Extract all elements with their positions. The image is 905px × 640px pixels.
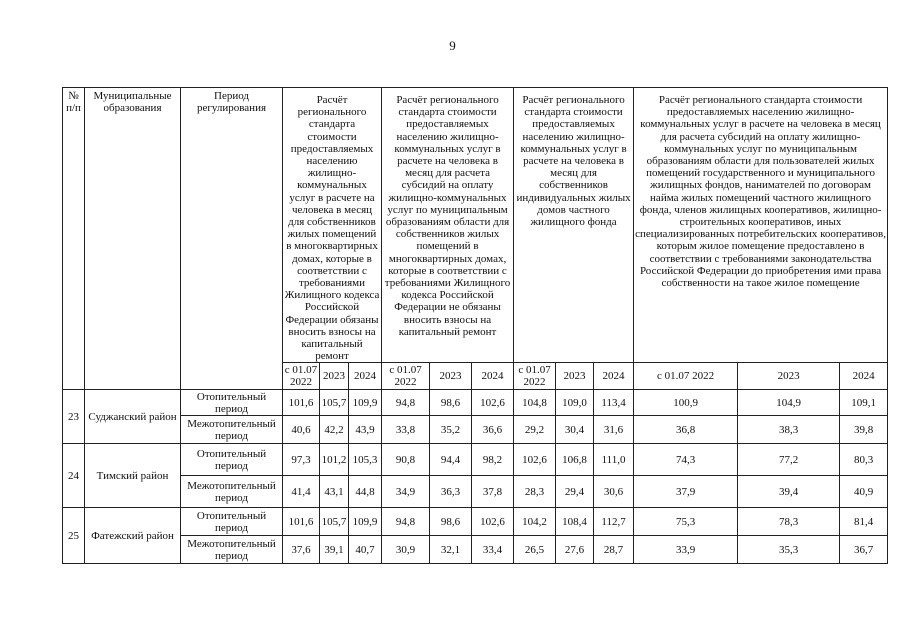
value-cell: 74,3 xyxy=(634,444,738,476)
value-cell: 30,4 xyxy=(556,416,594,444)
value-cell: 35,3 xyxy=(738,536,840,564)
year-header: 2023 xyxy=(430,363,472,390)
row-number: 25 xyxy=(63,508,85,564)
value-cell: 30,6 xyxy=(594,476,634,508)
period-label: Межотопительный период xyxy=(181,476,283,508)
value-cell: 32,1 xyxy=(430,536,472,564)
standards-table xyxy=(62,87,888,564)
period-label: Отопительный период xyxy=(181,508,283,536)
value-cell: 42,2 xyxy=(320,416,349,444)
value-cell: 36,7 xyxy=(840,536,888,564)
value-cell: 34,9 xyxy=(382,476,430,508)
value-cell: 38,3 xyxy=(738,416,840,444)
header-group-2: Расчёт регионального стандарта стоимости предоставляемых населению жилищно-коммунальных услуг в расчете на человека в месяц для расчета субсидий на оплату жилищно-коммунальных услуг по муниципальным образованиям области для собственников жилых помещений в многоквартирных домах, которые в соответствии с требованиями Жилищного кодекса Российской Федерации не обязаны вносить взносы на капитальный ремонт xyxy=(382,88,514,363)
value-cell: 97,3 xyxy=(283,444,320,476)
period-label: Отопительный период xyxy=(181,390,283,416)
value-cell: 102,6 xyxy=(472,508,514,536)
year-header: с 01.07 2022 xyxy=(283,363,320,390)
header-group-3: Расчёт регионального стандарта стоимости предоставляемых населению жилищно-коммунальных услуг в расчете на человека в месяц для собственников индивидуальных жилых домов частного жилищного фонда xyxy=(514,88,634,363)
value-cell: 112,7 xyxy=(594,508,634,536)
value-cell: 28,7 xyxy=(594,536,634,564)
value-cell: 40,9 xyxy=(840,476,888,508)
municipality-name: Тимский район xyxy=(85,444,181,508)
value-cell: 98,6 xyxy=(430,508,472,536)
row-number: 23 xyxy=(63,390,85,444)
value-cell: 77,2 xyxy=(738,444,840,476)
header-group-1: Расчёт регионального стандарта стоимости предоставляемых населению жилищно-коммунальных услуг в расчете на человека в месяц для собственников жилых помещений в многоквартирных домах, которые в соответствии с требованиями Жилищного кодекса Российской Федерации обязаны вносить взносы на капитальный ремонт xyxy=(283,88,382,363)
year-header: 2024 xyxy=(594,363,634,390)
value-cell: 90,8 xyxy=(382,444,430,476)
value-cell: 78,3 xyxy=(738,508,840,536)
value-cell: 105,7 xyxy=(320,390,349,416)
value-cell: 109,0 xyxy=(556,390,594,416)
year-header: с 01.07 2022 xyxy=(514,363,556,390)
row-number: 24 xyxy=(63,444,85,508)
value-cell: 35,2 xyxy=(430,416,472,444)
value-cell: 33,4 xyxy=(472,536,514,564)
value-cell: 29,4 xyxy=(556,476,594,508)
value-cell: 105,7 xyxy=(320,508,349,536)
value-cell: 109,9 xyxy=(349,508,382,536)
year-header: 2023 xyxy=(320,363,349,390)
header-period: Период регулирования xyxy=(181,88,283,390)
value-cell: 102,6 xyxy=(514,444,556,476)
value-cell: 101,2 xyxy=(320,444,349,476)
value-cell: 37,8 xyxy=(472,476,514,508)
value-cell: 26,5 xyxy=(514,536,556,564)
value-cell: 98,6 xyxy=(430,390,472,416)
year-header: с 01.07 2022 xyxy=(382,363,430,390)
value-cell: 109,1 xyxy=(840,390,888,416)
municipality-name: Фатежский район xyxy=(85,508,181,564)
value-cell: 40,7 xyxy=(349,536,382,564)
value-cell: 33,8 xyxy=(382,416,430,444)
period-label: Межотопительный период xyxy=(181,416,283,444)
value-cell: 94,4 xyxy=(430,444,472,476)
period-label: Отопительный период xyxy=(181,444,283,476)
value-cell: 40,6 xyxy=(283,416,320,444)
header-group-4: Расчёт регионального стандарта стоимости предоставляемых населению жилищно-коммунальных услуг в расчете на человека в месяц для расчета субсидий на оплату жилищно-коммунальных услуг по муниципальным образованиям области для пользователей жилых помещений государственного и муниципального жилищных фондов, нанимателей по договорам найма жилых помещений частного жилищного фонда, членов жилищных кооперативов, жилищно-строительных кооперативов, иных специализированных потребительских кооперативов, которым жилое помещение предоставлено в соответствии с требованиями законодательства Российской Федерации до приобретения ими права собственности на такое жилое помещение xyxy=(634,88,888,363)
value-cell: 105,3 xyxy=(349,444,382,476)
value-cell: 94,8 xyxy=(382,508,430,536)
page-number: 9 xyxy=(449,38,456,53)
value-cell: 113,4 xyxy=(594,390,634,416)
value-cell: 81,4 xyxy=(840,508,888,536)
value-cell: 43,1 xyxy=(320,476,349,508)
header-municipality: Муниципальные образования xyxy=(85,88,181,390)
value-cell: 33,9 xyxy=(634,536,738,564)
value-cell: 101,6 xyxy=(283,390,320,416)
value-cell: 39,4 xyxy=(738,476,840,508)
year-header: 2024 xyxy=(472,363,514,390)
value-cell: 39,1 xyxy=(320,536,349,564)
municipality-name: Суджанский район xyxy=(85,390,181,444)
year-header: 2023 xyxy=(556,363,594,390)
year-header: 2024 xyxy=(349,363,382,390)
value-cell: 28,3 xyxy=(514,476,556,508)
value-cell: 36,8 xyxy=(634,416,738,444)
value-cell: 101,6 xyxy=(283,508,320,536)
year-header: с 01.07 2022 xyxy=(634,363,738,390)
value-cell: 27,6 xyxy=(556,536,594,564)
value-cell: 36,6 xyxy=(472,416,514,444)
year-header: 2023 xyxy=(738,363,840,390)
value-cell: 75,3 xyxy=(634,508,738,536)
value-cell: 94,8 xyxy=(382,390,430,416)
value-cell: 104,2 xyxy=(514,508,556,536)
value-cell: 98,2 xyxy=(472,444,514,476)
value-cell: 36,3 xyxy=(430,476,472,508)
value-cell: 108,4 xyxy=(556,508,594,536)
value-cell: 29,2 xyxy=(514,416,556,444)
value-cell: 37,6 xyxy=(283,536,320,564)
header-row-number: № п/п xyxy=(63,88,85,390)
value-cell: 104,9 xyxy=(738,390,840,416)
value-cell: 100,9 xyxy=(634,390,738,416)
value-cell: 102,6 xyxy=(472,390,514,416)
value-cell: 44,8 xyxy=(349,476,382,508)
year-header: 2024 xyxy=(840,363,888,390)
value-cell: 104,8 xyxy=(514,390,556,416)
value-cell: 30,9 xyxy=(382,536,430,564)
period-label: Межотопительный период xyxy=(181,536,283,564)
value-cell: 37,9 xyxy=(634,476,738,508)
value-cell: 109,9 xyxy=(349,390,382,416)
value-cell: 80,3 xyxy=(840,444,888,476)
value-cell: 43,9 xyxy=(349,416,382,444)
value-cell: 31,6 xyxy=(594,416,634,444)
value-cell: 39,8 xyxy=(840,416,888,444)
value-cell: 106,8 xyxy=(556,444,594,476)
value-cell: 41,4 xyxy=(283,476,320,508)
value-cell: 111,0 xyxy=(594,444,634,476)
